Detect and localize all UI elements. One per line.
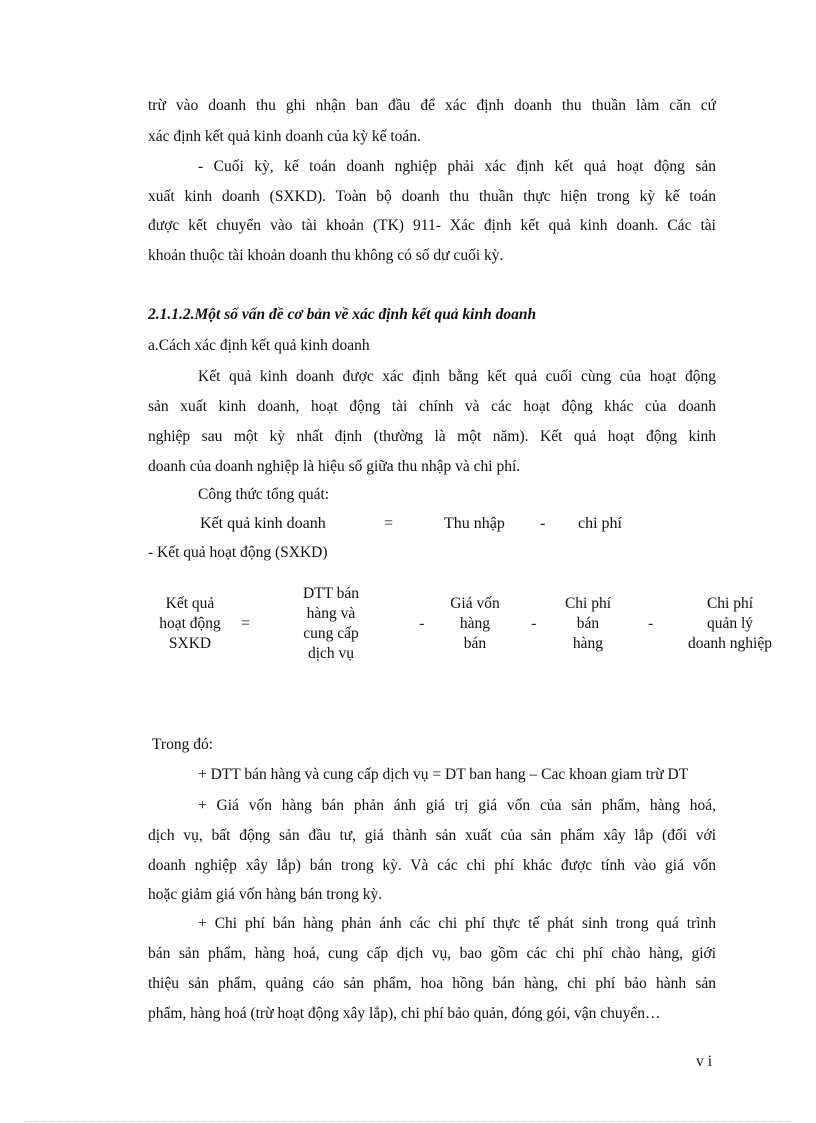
paragraph-line: sản xuất kinh doanh, hoạt động tài chính và các hoạt động khác của doanh bbox=[148, 398, 716, 415]
sxkd-label: - Kết quả hoạt động (SXKD) bbox=[148, 544, 328, 561]
formula-minus: - bbox=[531, 615, 537, 632]
formula-minus: - bbox=[648, 615, 654, 632]
formula-minus: - bbox=[540, 515, 546, 532]
list-item: + DTT bán hàng và cung cấp dịch vụ = DT ban hang – Cac khoan giam trừ DT bbox=[198, 766, 689, 783]
list-item-line: doanh nghiệp xây lắp) bán trong kỳ. Và các chi phí khác được tính vào giá vốn bbox=[148, 857, 716, 874]
paragraph-line: Kết quả kinh doanh được xác định bằng kết quả cuối cùng của hoạt động bbox=[198, 368, 716, 385]
paragraph-line: trừ vào doanh thu ghi nhận ban đầu để xác định doanh thu thuần làm căn cứ bbox=[148, 97, 716, 114]
paragraph-line: doanh của doanh nghiệp là hiệu số giữa thu nhập và chi phí. bbox=[148, 458, 521, 475]
list-item-line: thiệu sản phẩm, quảng cáo sản phẩm, hoa hồng bán hàng, chi phí bảo hành sản bbox=[148, 975, 716, 992]
formula-term-cogs: Giá vốn hàng bán bbox=[450, 595, 500, 652]
list-item-line: phẩm, hàng hoá (trừ hoạt động xây lắp), chi phí bảo quản, đóng gói, vận chuyển… bbox=[148, 1005, 661, 1022]
formula-income: Thu nhập bbox=[444, 515, 505, 532]
paragraph-line: - Cuối kỳ, kế toán doanh nghiệp phải xác định kết quả hoạt động sản bbox=[198, 158, 716, 175]
formula-term-admin-cost: Chi phí quản lý doanh nghiệp bbox=[688, 595, 772, 652]
formula-equals: = bbox=[241, 615, 251, 632]
formula-equals: = bbox=[384, 515, 394, 532]
paragraph-line: khoản thuộc tài khoản doanh thu không có số dư cuối kỳ. bbox=[148, 247, 504, 264]
page-number: vi bbox=[696, 1053, 717, 1070]
page-bottom-divider bbox=[24, 1121, 792, 1122]
subheading: a.Cách xác định kết quả kinh doanh bbox=[148, 337, 370, 354]
paragraph-line: được kết chuyển vào tài khoản (TK) 911- Xác định kết quả kinh doanh. Các tài bbox=[148, 217, 716, 234]
formula-term-result: Kết quả hoạt động SXKD bbox=[159, 595, 221, 652]
list-item-line: + Giá vốn hàng bán phản ánh giá trị giá vốn của sản phẩm, hàng hoá, bbox=[198, 797, 716, 814]
formula-label: Công thức tổng quát: bbox=[198, 486, 330, 503]
list-item-line: dịch vụ, bất động sản đầu tư, giá thành sản xuất của sản phẩm xây lắp (đối với bbox=[148, 827, 716, 844]
formula-lhs: Kết quả kinh doanh bbox=[200, 515, 326, 532]
formula-term-net-revenue: DTT bán hàng và cung cấp dịch vụ bbox=[302, 585, 360, 662]
paragraph-line: xuất kinh doanh (SXKD). Toàn bộ doanh thu thuần thực hiện trong kỳ kế toán bbox=[148, 188, 716, 205]
list-item-line: + Chi phí bán hàng phản ánh các chi phí thực tế phát sinh trong quá trình bbox=[198, 915, 716, 932]
formula-minus: - bbox=[419, 615, 425, 632]
section-heading: 2.1.1.2.Một số vấn đề cơ bản về xác định kết quả kinh doanh bbox=[148, 306, 537, 323]
paragraph-line: xác định kết quả kinh doanh của kỳ kế toán. bbox=[148, 128, 421, 145]
list-item-line: bán sản phẩm, hàng hoá, cung cấp dịch vụ, bao gồm các chi phí chào hàng, giới bbox=[148, 945, 716, 962]
list-item-line: hoặc giảm giá vốn hàng bán trong kỳ. bbox=[148, 886, 383, 903]
formula-cost: chi phí bbox=[578, 515, 622, 532]
paragraph-line: nghiệp sau một kỳ nhất định (thường là một năm). Kết quả hoạt động kinh bbox=[148, 428, 716, 445]
where-label: Trong đó: bbox=[152, 736, 214, 753]
formula-term-selling-cost: Chi phí bán hàng bbox=[564, 595, 612, 652]
